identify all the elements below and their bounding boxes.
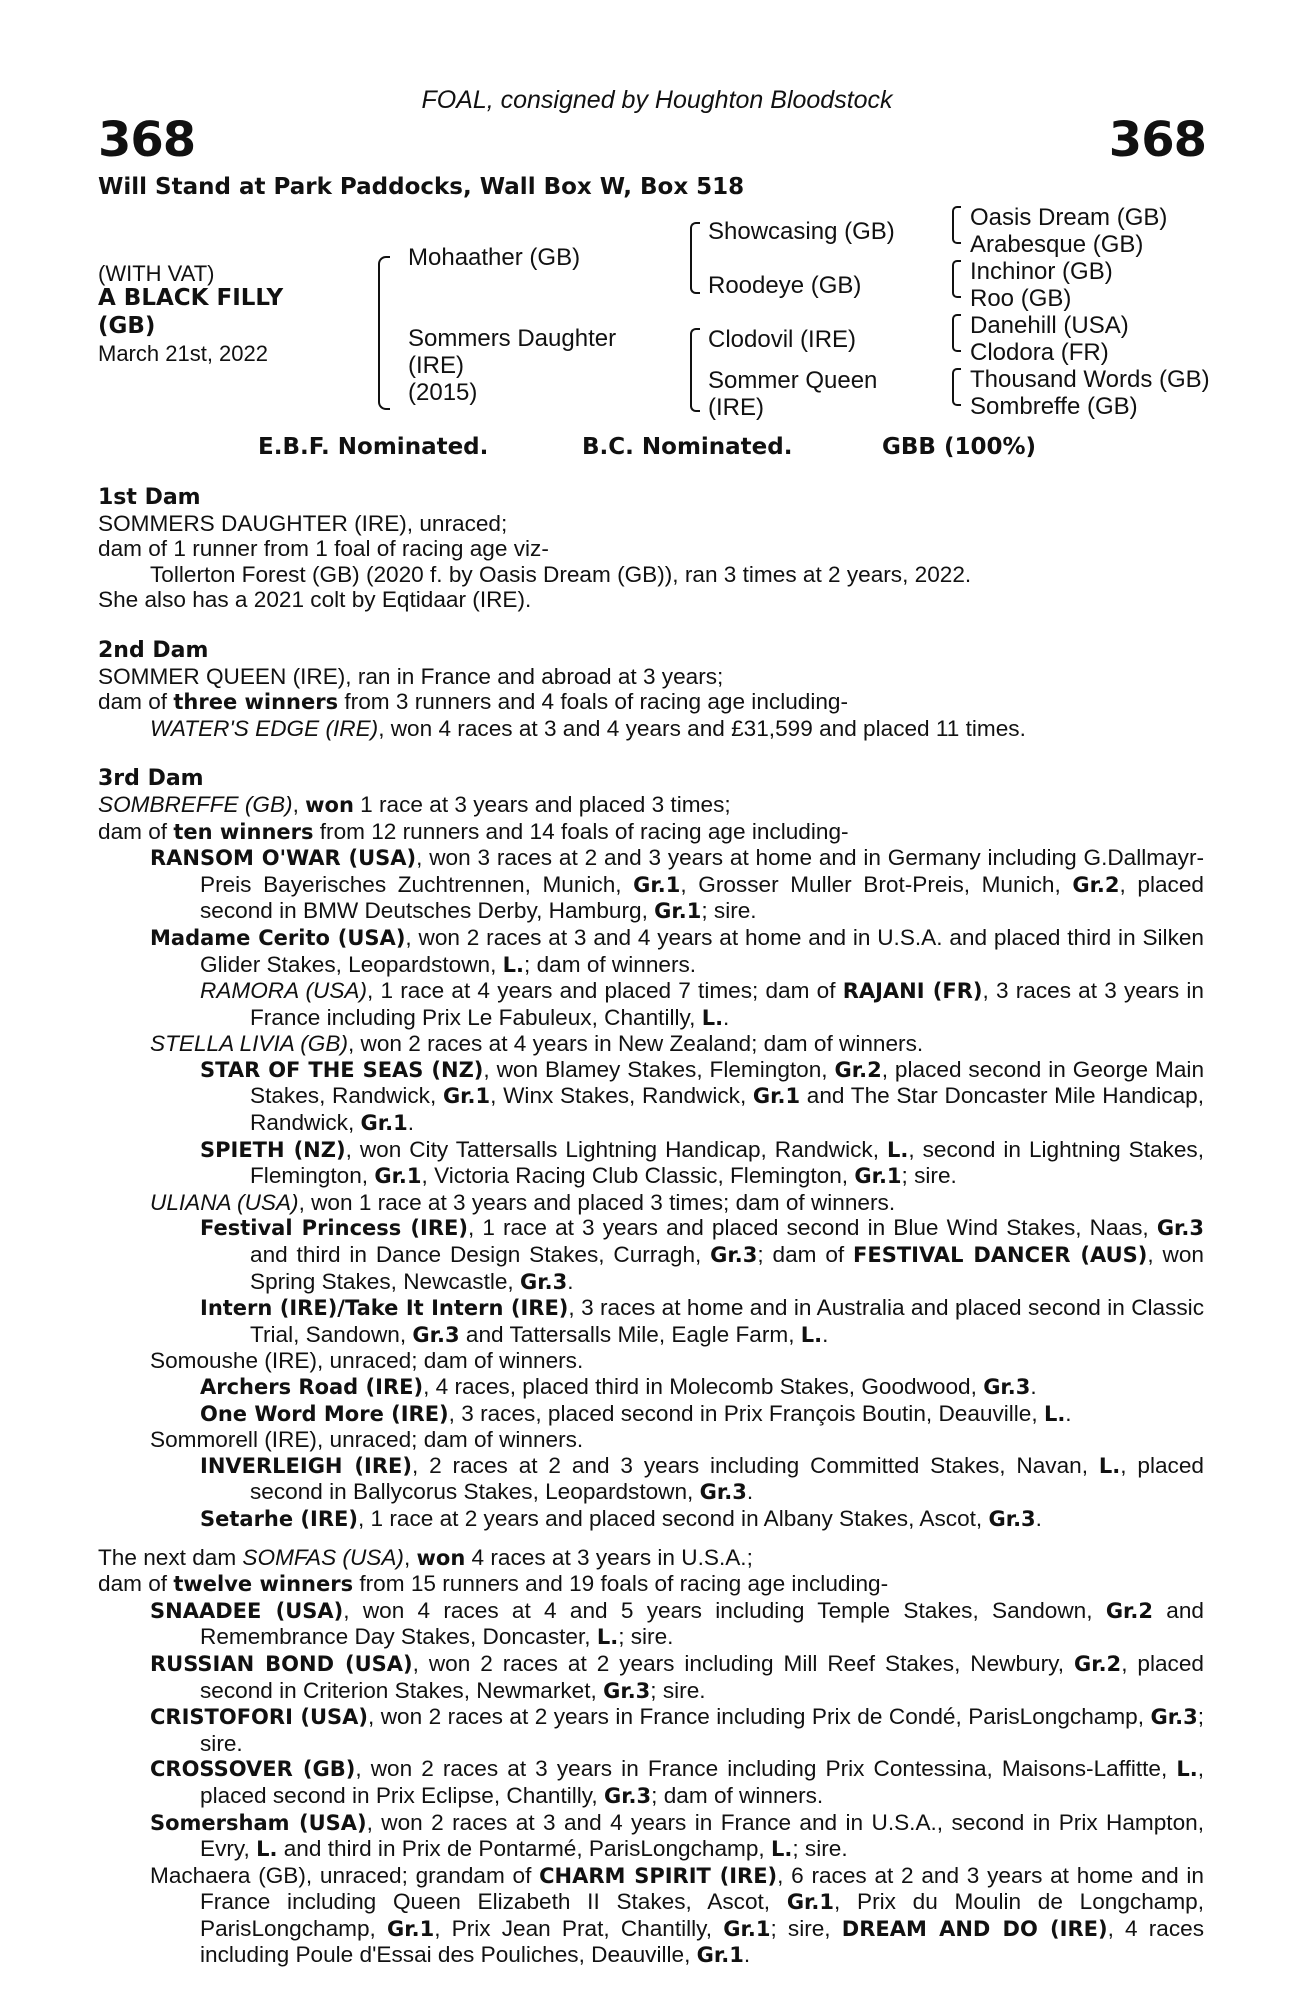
- second-dam-summary: dam of three winners from 3 runners and 4 foals of racing age including-: [98, 689, 849, 715]
- pedigree-dam-sire: Clodovil (IRE): [708, 326, 857, 353]
- pedigree-sdd: Roo (GB): [970, 285, 1072, 312]
- progeny-entry: Somoushe (IRE), unraced; dam of winners.: [150, 1348, 584, 1374]
- pedigree-sire-dam: Roodeye (GB): [708, 272, 862, 299]
- bc-nomination: B.C. Nominated.: [582, 434, 793, 460]
- progeny-entry: Madame Cerito (USA), won 2 races at 3 and 4 years at home and in U.S.A. and placed third in Silken Glider Stakes, Leopardstown, L.; dam of winners.: [150, 924, 1204, 977]
- first-dam-produce-summary: dam of 1 runner from 1 foal of racing age viz-: [98, 536, 549, 562]
- progeny-entry: CROSSOVER (GB), won 2 races at 3 years in France including Prix Contessina, Maisons-Laffitte, L., placed second in Prix Eclipse, Chantilly, Gr.3; dam of winners.: [150, 1756, 1204, 1808]
- third-dam-heading: 3rd Dam: [98, 766, 204, 792]
- progeny-entry: RUSSIAN BOND (USA), won 2 races at 2 years including Mill Reef Stakes, Newbury, Gr.2, placed second in Criterion Stakes, Newmarket, Gr.3; sire.: [150, 1650, 1204, 1703]
- pedigree-brace-ss: [952, 206, 961, 244]
- next-dam-line: The next dam SOMFAS (USA), won 4 races at 3 years in U.S.A.;: [98, 1544, 753, 1570]
- pedigree-brace-gen1: [378, 256, 390, 410]
- progeny-entry: One Word More (IRE), 3 races, placed second in Prix François Boutin, Deauville, L..: [200, 1400, 1072, 1426]
- subject-name: A BLACK FILLY (GB): [98, 285, 284, 339]
- progeny-entry: SNAADEE (USA), won 4 races at 4 and 5 years including Temple Stakes, Sandown, Gr.2 and Remembrance Day Stakes, Doncaster, L.; sire.: [150, 1597, 1204, 1650]
- pedigree-dsd: Clodora (FR): [970, 339, 1109, 366]
- first-dam-line: SOMMERS DAUGHTER (IRE), unraced;: [98, 510, 508, 536]
- pedigree-brace-dam: [690, 328, 700, 412]
- ebf-nomination: E.B.F. Nominated.: [258, 434, 489, 460]
- progeny-entry: RAMORA (USA), 1 race at 4 years and placed 7 times; dam of RAJANI (FR), 3 races at 3 years in France including Prix Le Fabuleux, Chantilly, L..: [200, 978, 1204, 1030]
- pedigree-dds: Thousand Words (GB): [970, 366, 1210, 393]
- catalogue-body: [98, 485, 1204, 1969]
- pedigree-sds: Inchinor (GB): [970, 258, 1113, 285]
- stand-location: Will Stand at Park Paddocks, Wall Box W, Box 518: [98, 174, 745, 200]
- pedigree-ssd: Arabesque (GB): [970, 231, 1144, 258]
- vat-label: (WITH VAT): [98, 261, 215, 286]
- pedigree-sire: Mohaather (GB): [408, 244, 581, 271]
- third-dam-line: SOMBREFFE (GB), won 1 race at 3 years and placed 3 times;: [98, 791, 731, 817]
- next-dam-summary: dam of twelve winners from 15 runners and 19 foals of racing age including-: [98, 1571, 889, 1597]
- progeny-entry: INVERLEIGH (IRE), 2 races at 2 and 3 years including Committed Stakes, Navan, L., placed second in Ballycorus Stakes, Leopardstown, Gr.3.: [200, 1452, 1204, 1505]
- pedigree-brace-ds: [952, 314, 961, 352]
- progeny-entry: Intern (IRE)/Take It Intern (IRE), 3 races at home and in Australia and placed second in Classic Trial, Sandown, Gr.3 and Tattersalls Mile, Eagle Farm, L..: [200, 1295, 1205, 1347]
- gbb-status: GBB (100%): [882, 434, 1037, 460]
- pedigree-brace-dd: [952, 368, 961, 406]
- pedigree-dss: Danehill (USA): [970, 312, 1129, 339]
- first-dam-heading: 1st Dam: [98, 485, 201, 510]
- progeny-entry: Setarhe (IRE), 1 race at 2 years and placed second in Albany Stakes, Ascot, Gr.3.: [200, 1505, 1042, 1531]
- progeny-entry: STAR OF THE SEAS (NZ), won Blamey Stakes, Flemington, Gr.2, placed second in George Main Stakes, Randwick, Gr.1, Winx Stakes, Randwick, Gr.1 and The Star Doncaster Mile Handicap, Randwick, Gr.1.: [200, 1056, 1205, 1136]
- progeny-entry: Festival Princess (IRE), 1 race at 3 years and placed second in Blue Wind Stakes, Naas, Gr.3 and third in Dance Design Stakes, Curragh, Gr.3; dam of FESTIVAL DANCER (AUS), won Spring Stakes, Newcastle, Gr.3.: [200, 1215, 1205, 1294]
- progeny-entry: STELLA LIVIA (GB), won 2 races at 4 years in New Zealand; dam of winners.: [150, 1031, 924, 1057]
- second-dam-produce-entry: WATER'S EDGE (IRE), won 4 races at 3 and 4 years and £31,599 and placed 11 times.: [150, 715, 1026, 741]
- lot-number-left: 368: [98, 112, 196, 168]
- progeny-entry: CRISTOFORI (USA), won 2 races at 2 years in France including Prix de Condé, ParisLongchamp, Gr.3; sire.: [150, 1704, 1204, 1756]
- progeny-entry: Sommorell (IRE), unraced; dam of winners.: [150, 1427, 584, 1453]
- progeny-entry: Machaera (GB), unraced; grandam of CHARM SPIRIT (IRE), 6 races at 2 and 3 years at home and in France including Queen Elizabeth II Stakes, Ascot, Gr.1, Prix du Moulin de Longchamp, ParisLongchamp, Gr.1, Prix Jean Prat, Chantilly, Gr.1; sire, DREAM AND DO (IRE), 4 races including Poule d'Essai des Pouliches, Deauville, Gr.1.: [150, 1862, 1205, 1968]
- pedigree-sss: Oasis Dream (GB): [970, 204, 1168, 231]
- progeny-entry: RANSOM O'WAR (USA), won 3 races at 2 and 3 years at home and in Germany including G.Dallmayr-Preis Bayerisches Zuchtrennen, Munich, Gr.1, Grosser Muller Brot-Preis, Munich, Gr.2, placed second in BMW Deutsches Derby, Hamburg, Gr.1; sire.: [150, 845, 1204, 924]
- first-dam-note: She also has a 2021 colt by Eqtidaar (IRE).: [98, 587, 532, 613]
- pedigree-brace-sd: [952, 260, 961, 298]
- pedigree-ddd: Sombreffe (GB): [970, 393, 1138, 420]
- pedigree-sire-sire: Showcasing (GB): [708, 218, 895, 245]
- second-dam-heading: 2nd Dam: [98, 637, 209, 663]
- progeny-entry: Archers Road (IRE), 4 races, placed third in Molecomb Stakes, Goodwood, Gr.3.: [200, 1374, 1037, 1399]
- progeny-entry: SPIETH (NZ), won City Tattersalls Lightning Handicap, Randwick, L., second in Lightning Stakes, Flemington, Gr.1, Victoria Racing Club Classic, Flemington, Gr.1; sire.: [200, 1136, 1204, 1189]
- third-dam-summary: dam of ten winners from 12 runners and 14 foals of racing age including-: [98, 818, 849, 844]
- lot-number-right: 368: [1108, 112, 1206, 168]
- foaling-date: March 21st, 2022: [98, 341, 268, 366]
- second-dam-line: SOMMER QUEEN (IRE), ran in France and abroad at 3 years;: [98, 663, 724, 689]
- pedigree-brace-sire: [690, 222, 700, 294]
- pedigree-dam-dam: Sommer Queen (IRE): [708, 367, 878, 421]
- pedigree-dam: Sommers Daughter (IRE) (2015): [408, 325, 617, 406]
- first-dam-produce-entry: Tollerton Forest (GB) (2020 f. by Oasis Dream (GB)), ran 3 times at 2 years, 2022.: [150, 561, 972, 587]
- progeny-entry: ULIANA (USA), won 1 race at 3 years and placed 3 times; dam of winners.: [150, 1189, 896, 1215]
- consignment-line: FOAL, consigned by Houghton Bloodstock: [421, 86, 893, 114]
- progeny-entry: Somersham (USA), won 2 races at 3 and 4 years in France and in U.S.A., second in Prix Hampton, Evry, L. and third in Prix de Pontarmé, ParisLongchamp, L.; sire.: [150, 1809, 1204, 1862]
